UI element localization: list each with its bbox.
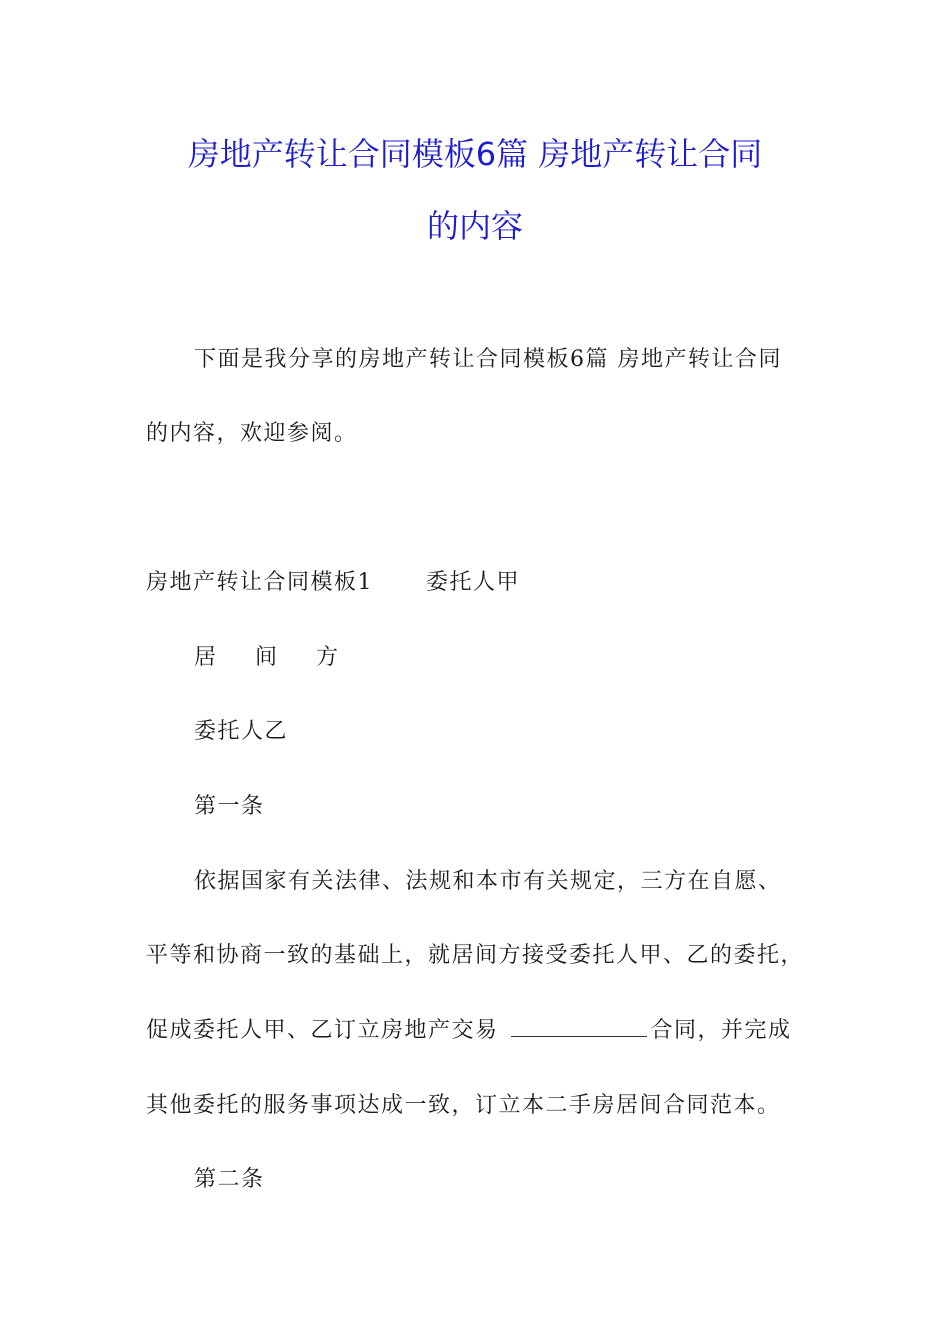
broker-label: 居 间 方: [194, 645, 354, 670]
template-heading: 房地产转让合同模板1: [146, 570, 373, 595]
party-a-label: 委托人甲: [426, 570, 521, 595]
intro-line-1: 下面是我分享的房地产转让合同模板6篇 房地产转让合同: [194, 347, 782, 372]
article-2-heading: 第二条: [194, 1167, 265, 1192]
article-1-line-3: [146, 1016, 792, 1046]
document-title-line-1: 房地产转让合同模板6篇 房地产转让合同: [187, 135, 763, 173]
article-1-line-1: 依据国家有关法律、法规和本市有关规定，三方在自愿、: [194, 869, 782, 894]
contract-type-blank: [511, 1018, 647, 1037]
intro-line-2: 的内容，欢迎参阅。: [146, 421, 358, 446]
article-1-line-4: 其他委托的服务事项达成一致，订立本二手房居间合同范本。: [146, 1093, 781, 1118]
party-b-label: 委托人乙: [194, 719, 289, 744]
article-1-heading: 第一条: [194, 794, 265, 819]
article-1-line-3-post: 合同，并完成: [650, 1018, 792, 1043]
article-1-line-3-pre: 促成委托人甲、乙订立房地产交易: [146, 1018, 499, 1043]
article-1-line-2: 平等和协商一致的基础上，就居间方接受委托人甲、乙的委托，: [146, 943, 805, 968]
document-title-line-2: 的内容: [426, 207, 523, 245]
